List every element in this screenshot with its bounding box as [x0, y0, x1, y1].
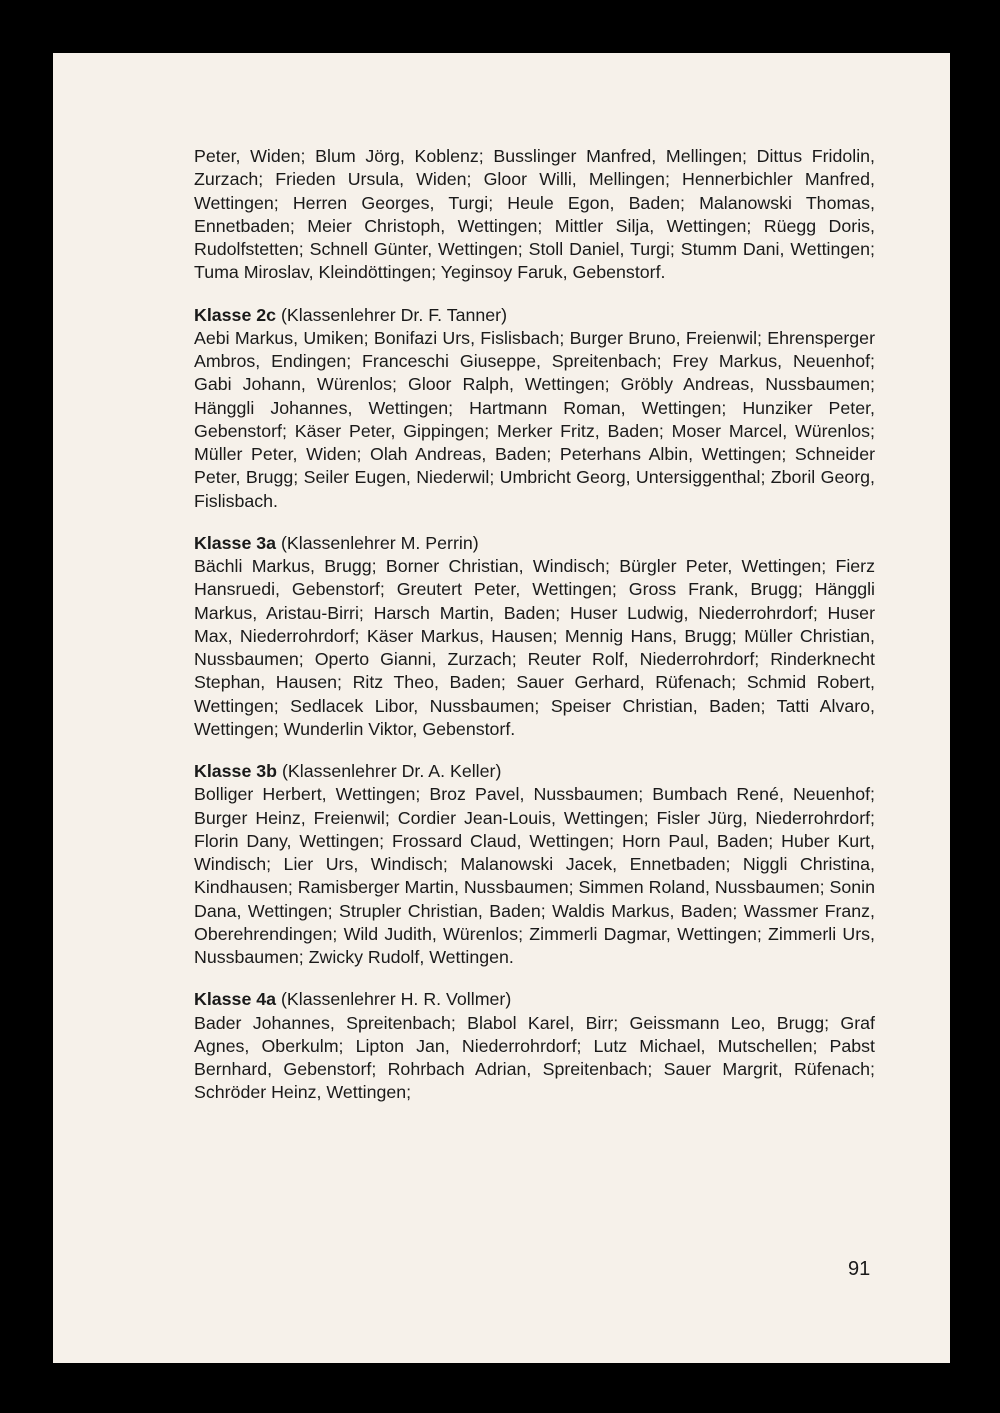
teacher-label: (Klassenlehrer Dr. A. Keller): [281, 761, 502, 781]
page-number: 91: [848, 1258, 871, 1280]
teacher-label: (Klassenlehrer M. Perrin): [281, 532, 479, 553]
section-klasse-2c: [194, 304, 875, 513]
section-heading: [194, 304, 875, 327]
section-klasse-4a: [194, 988, 875, 1104]
student-list: Peter, Widen; Blum Jörg, Koblenz; Busslinger Manfred, Mellingen; Dittus Fridolin, Zurzach; Frieden Ursula, Widen; Gloor Willi, Mellingen; Hennerbichler Manfred, Wettingen; Herren Georges, Turgi; Heule Egon, Baden; Malanowski Thomas, Ennetbaden; Meier Christoph, Wettingen; Mittler Silja, Wettingen; Rüegg Doris, Rudolfstetten; Schnell Günter, Wettingen; Stoll Daniel, Turgi; Stumm Dani, Wettingen; Tuma Miroslav, Kleindöttingen; Yeginsoy Faruk, Gebenstorf.: [194, 146, 875, 283]
class-label: Klasse 2c: [194, 304, 277, 325]
student-list: Bader Johannes, Spreitenbach; Blabol Karel, Birr; Geissmann Leo, Brugg; Graf Agnes, Oberkulm; Lipton Jan, Niederrohrdorf; Lutz Michael, Mutschellen; Pabst Bernhard, Gebenstorf; Rohrbach Adrian, Spreitenbach; Sauer Margrit, Rüfenach; Schröder Heinz, Wettingen;: [194, 1012, 875, 1103]
class-list-content: [194, 145, 875, 1124]
teacher-label: (Klassenlehrer Dr. F. Tanner): [281, 304, 507, 325]
section-klasse-3a: [194, 532, 875, 741]
section-heading: [194, 532, 875, 555]
section-continuation: [194, 145, 875, 285]
student-list: Bolliger Herbert, Wettingen; Broz Pavel, Nussbaumen; Bumbach René, Neuenhof; Burger Heinz, Freienwil; Cordier Jean-Louis, Wettingen; Fisler Jürg, Niederrohrdorf; Florin Dany, Wettingen; Frossard Claud, Wettingen; Horn Paul, Baden; Huber Kurt, Windisch; Lier Urs, Windisch; Malanowski Jacek, Ennetbaden; Niggli Christina, Kindhausen; Ramisberger Martin, Nussbaumen; Simmen Roland, Nussbaumen; Sonin Dana, Wettingen; Strupler Christian, Baden; Waldis Markus, Baden; Wassmer Franz, Oberehrendingen; Wild Judith, Würenlos; Zimmerli Dagmar, Wettingen; Zimmerli Urs, Nussbaumen; Zwicky Rudolf, Wettingen.: [194, 784, 875, 967]
section-klasse-3b: [194, 760, 875, 969]
section-heading: [194, 988, 875, 1011]
class-label: Klasse 3b: [194, 761, 278, 781]
document-page: [53, 53, 950, 1363]
student-list: Aebi Markus, Umiken; Bonifazi Urs, Fislisbach; Burger Bruno, Freienwil; Ehrensperger Ambros, Endingen; Franceschi Giuseppe, Spreitenbach; Frey Markus, Neuenhof; Gabi Johann, Würenlos; Gloor Ralph, Wettingen; Gröbly Andreas, Nussbaumen; Hänggli Johannes, Wettingen; Hartmann Roman, Wettingen; Hunziker Peter, Gebenstorf; Käser Peter, Gippingen; Merker Fritz, Baden; Moser Marcel, Würenlos; Müller Peter, Widen; Olah Andreas, Baden; Peterhans Albin, Wettingen; Schneider Peter, Brugg; Seiler Eugen, Niederwil; Umbricht Georg, Untersiggenthal; Zboril Georg, Fislisbach.: [194, 327, 875, 511]
class-label: Klasse 4a: [194, 989, 277, 1010]
class-label: Klasse 3a: [194, 532, 277, 553]
teacher-label: (Klassenlehrer H. R. Vollmer): [281, 989, 512, 1010]
section-heading: [194, 760, 875, 783]
student-list: Bächli Markus, Brugg; Borner Christian, Windisch; Bürgler Peter, Wettingen; Fierz Hansruedi, Gebenstorf; Greutert Peter, Wettingen; Gross Frank, Brugg; Hänggli Markus, Aristau-Birri; Harsch Martin, Baden; Huser Ludwig, Niederrohrdorf; Huser Max, Niederrohrdorf; Käser Markus, Hausen; Mennig Hans, Brugg; Müller Christian, Nussbaumen; Operto Gianni, Zurzach; Reuter Rolf, Niederrohrdorf; Rinderknecht Stephan, Hausen; Ritz Theo, Baden; Sauer Gerhard, Rüfenach; Schmid Robert, Wettingen; Sedlacek Libor, Nussbaumen; Speiser Christian, Baden; Tatti Alvaro, Wettingen; Wunderlin Viktor, Gebenstorf.: [194, 556, 875, 739]
